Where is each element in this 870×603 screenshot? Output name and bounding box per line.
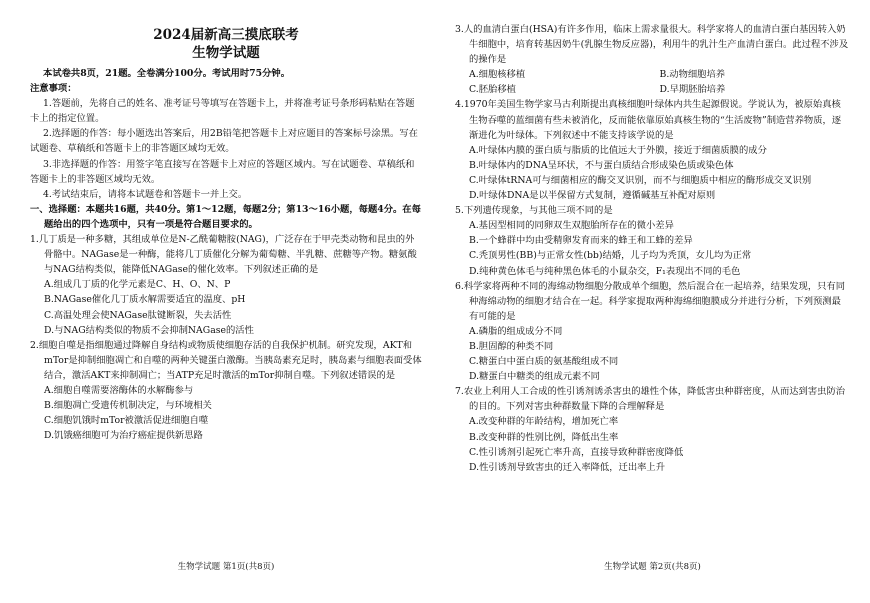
option-c: C.糖蛋白中蛋白质的氨基酸组成不同: [469, 356, 619, 368]
page-footer: 生物学试题 第2页(共8页): [604, 562, 701, 572]
option-d: D.饥饿癌细胞可为治疗癌症提供新思路: [44, 430, 203, 442]
question-4: [455, 97, 850, 203]
notice-1: 1.答题前，先将自己的姓名、准考证号等填写在答题卡上，并将准考证号条形码粘贴在答题卡上的指定位置。: [30, 98, 415, 125]
option-c: C.高温处理会使NAGase肽键断裂，失去活性: [44, 309, 232, 321]
option-a: A.基因型相同的同卵双生双胞胎所存在的微小差异: [469, 220, 674, 232]
question-1: [30, 232, 422, 338]
option-c: C.性引诱剂引起死亡率升高，直接导致种群密度降低: [469, 446, 684, 458]
option-d: D.纯种黄色体毛与纯种黑色体毛的小鼠杂交，F₁表现出不同的毛色: [469, 265, 741, 277]
page-footer: 生物学试题 第1页(共8页): [177, 562, 275, 572]
option-c: C.胚胎移植: [469, 84, 516, 96]
option-a: A.组成几丁质的化学元素是C、H、O、N、P: [44, 279, 231, 291]
question-stem: 4.1970年美国生物学家马古利斯提出真核细胞叶绿体内共生起源假说。学说认为，被原始真核生物吞噬的蓝细菌有些未被消化，反而能依靠原始真核生物的“生活废物”制造营养物质，逐渐进化为叶绿体。下列叙述中不能支持该学说的是: [455, 99, 842, 141]
option-a: A.叶绿体内膜的蛋白质与脂质的比值远大于外膜，接近于细菌质膜的成分: [469, 144, 767, 156]
option-c: C.秃顶男性(BB)与正常女性(bb)结婚，儿子均为秃顶，女儿均为正常: [469, 250, 752, 262]
option-d: D.糖蛋白中糖类的组成元素不同: [469, 371, 600, 383]
question-6: [455, 279, 850, 385]
question-stem: 3.人的血清白蛋白(HSA)有许多作用，临床上需求量很大。科学家将人的血清白蛋白基因转入奶牛细胞中，培育转基因奶牛(乳腺生物反应器)，利用牛的乳汁生产血清白蛋白。此过程不涉及的操作是: [455, 24, 849, 66]
options-grid: [455, 67, 850, 97]
left-page: [30, 0, 422, 603]
notice-3: 3.非选择题的作答：用签字笔直接写在答题卡上对应的答题区域内。写在试题卷、草稿纸和答题卡上的非答题区域均无效。: [30, 158, 415, 185]
option-b: B.细胞凋亡受遗传机制决定，与环境相关: [44, 400, 212, 412]
question-stem: 6.科学家将两种不同的海绵动物细胞分散成单个细胞，然后混合在一起培养，结果发现，只有同种海绵动物的细胞才结合在一起。科学家提取两种海绵细胞膜成分并进行分析，下列预测最有可能的是: [455, 280, 846, 322]
question-stem: 7.农业上利用人工合成的性引诱剂诱杀害虫的雄性个体，降低害虫种群密度，从而达到害虫防治的目的。下列对害虫种群数量下降的合理解释是: [455, 386, 846, 413]
notice-heading: 注意事项：: [30, 83, 77, 95]
question-stem: 2.细胞自噬是指细胞通过降解自身结构或物质使细胞存活的自我保护机制。研究发现，AKT和mTor是抑制细胞凋亡和自噬的两种关键蛋白激酶。当胰岛素充足时，胰岛素与细胞表面受体结合，激活AKT来抑制凋亡；当ATP充足时激活的mTor抑制自噬。下列叙述错误的是: [30, 339, 422, 381]
option-a: A.细胞自噬需要溶酶体的水解酶参与: [44, 384, 194, 396]
notice-2: 2.选择题的作答：每小题选出答案后，用2B铅笔把答题卡上对应题目的答案标号涂黑。写在试题卷、草稿纸和答题卡上的非答题区域均无效。: [30, 128, 418, 155]
question-stem: 5.下列遗传现象，与其他三项不同的是: [455, 205, 613, 217]
option-b: B.NAGase催化几丁质水解需要适宜的温度、pH: [44, 294, 246, 306]
subject-title: 生物学试题: [192, 45, 260, 61]
option-c: C.叶绿体tRNA可与细菌相应的酶交叉识别，而不与细胞质中相应的酶形成交叉识别: [469, 174, 812, 186]
option-d: D.早期胚胎培养: [659, 84, 726, 96]
notice-4: 4.考试结束后，请将本试题卷和答题卡一并上交。: [43, 188, 248, 200]
option-c: C.细胞饥饿时mTor被激活促进细胞自噬: [44, 415, 209, 427]
question-7: [455, 384, 850, 475]
right-page: [455, 0, 850, 603]
option-b: B.胆固醇的种类不同: [469, 340, 554, 352]
question-2: [30, 338, 422, 444]
option-a: A.磷脂的组成成分不同: [469, 325, 563, 337]
option-a: A.改变种群的年龄结构，增加死亡率: [469, 416, 619, 428]
option-d: D.性引诱剂导致害虫的迁入率降低，迁出率上升: [469, 461, 666, 473]
question-5: [455, 203, 850, 278]
option-d: D.叶绿体DNA是以半保留方式复制，遵循碱基互补配对原则: [469, 190, 716, 202]
exam-title: 2024届新高三摸底联考: [153, 27, 299, 43]
option-b: B.叶绿体内的DNA呈环状，不与蛋白质结合形成染色质或染色体: [469, 159, 734, 171]
exam-intro: 本试卷共8页，21题。全卷满分100分。考试用时75分钟。: [43, 68, 291, 79]
question-3: [455, 22, 850, 97]
option-d: D.与NAG结构类似的物质不会抑制NAGase的活性: [44, 324, 254, 336]
option-b: B.改变种群的性别比例，降低出生率: [469, 431, 619, 443]
option-a: A.细胞核移植: [469, 69, 526, 81]
option-b: B.动物细胞培养: [659, 69, 726, 81]
question-stem: 1.几丁质是一种多糖，其组成单位是N-乙酰葡糖胺(NAG)，广泛存在于甲壳类动物和昆虫的外骨骼中。NAGase是一种酶，能将几丁质催化分解为葡萄糖、半乳糖、蔗糖等产物。糖氨酸与NAG结构类似，能降低NAGase的催化效率。下列叙述正确的是: [30, 234, 417, 276]
option-b: B.一个蜂群中均由受精卵发育而来的蜂王和工蜂的差异: [469, 235, 693, 247]
section-heading: 一、选择题：本题共16题，共40分。第1～12题，每题2分；第13～16小题，每题4分。在每题给出的四个选项中，只有一项是符合题目要求的。: [30, 203, 421, 230]
